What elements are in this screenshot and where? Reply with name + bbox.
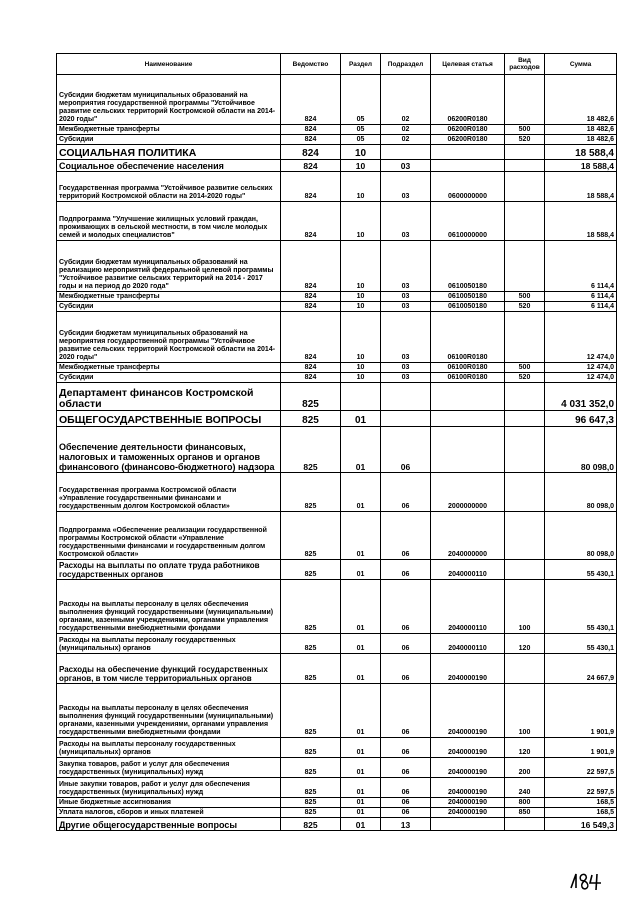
table-row xyxy=(57,798,617,808)
cell-ved: 824 xyxy=(281,302,341,312)
cell-vid: 800 xyxy=(505,798,545,808)
cell-vid: 200 xyxy=(505,758,545,778)
cell-name: Межбюджетные трансферты xyxy=(57,292,281,302)
cell-podrazdel xyxy=(381,411,431,427)
cell-razdel xyxy=(341,383,381,411)
cell-statya: 2040000000 xyxy=(431,512,505,560)
cell-statya: 2040000190 xyxy=(431,798,505,808)
cell-razdel: 10 xyxy=(341,202,381,241)
table-row xyxy=(57,373,617,383)
cell-razdel: 01 xyxy=(341,580,381,634)
cell-statya: 2040000190 xyxy=(431,758,505,778)
cell-ved: 825 xyxy=(281,560,341,580)
cell-vid: 500 xyxy=(505,125,545,135)
cell-name: Департамент финансов Костромской области xyxy=(57,383,281,411)
cell-vid xyxy=(505,145,545,160)
table-row xyxy=(57,160,617,172)
cell-name: Субсидии бюджетам муниципальных образований на мероприятия государственной программы "Устойчивое развитие сельских территорий Костромской области на 2014-2020 годы" xyxy=(57,75,281,125)
cell-statya: 0610050180 xyxy=(431,241,505,292)
cell-podrazdel: 03 xyxy=(381,172,431,202)
cell-summa: 18 482,6 xyxy=(545,125,617,135)
cell-ved: 825 xyxy=(281,473,341,512)
cell-razdel: 01 xyxy=(341,808,381,818)
cell-vid xyxy=(505,654,545,684)
cell-statya: 2040000190 xyxy=(431,808,505,818)
cell-ved: 824 xyxy=(281,172,341,202)
table-row xyxy=(57,383,617,411)
cell-name: Субсидии xyxy=(57,302,281,312)
cell-ved: 825 xyxy=(281,427,341,473)
cell-vid: 520 xyxy=(505,302,545,312)
cell-podrazdel: 06 xyxy=(381,473,431,512)
cell-podrazdel xyxy=(381,383,431,411)
cell-podrazdel: 03 xyxy=(381,160,431,172)
cell-name: Расходы на выплаты персоналу в целях обеспечения выполнения функций государственными (муниципальными) органами, казенными учреждениями, органами управления государственными внебюджетными фондами xyxy=(57,684,281,738)
table-row xyxy=(57,580,617,634)
cell-podrazdel: 03 xyxy=(381,302,431,312)
cell-ved: 824 xyxy=(281,312,341,363)
cell-ved: 825 xyxy=(281,634,341,654)
table-row xyxy=(57,411,617,427)
cell-razdel: 10 xyxy=(341,145,381,160)
cell-podrazdel: 06 xyxy=(381,738,431,758)
cell-name: Расходы на выплаты персоналу государственных (муниципальных) органов xyxy=(57,738,281,758)
cell-summa: 18 588,4 xyxy=(545,160,617,172)
cell-statya: 2040000110 xyxy=(431,580,505,634)
cell-podrazdel: 06 xyxy=(381,778,431,798)
header-name: Наименование xyxy=(57,54,281,75)
cell-summa: 22 597,5 xyxy=(545,778,617,798)
cell-razdel: 01 xyxy=(341,758,381,778)
cell-razdel: 10 xyxy=(341,172,381,202)
cell-statya: 2040000190 xyxy=(431,684,505,738)
cell-summa: 55 430,1 xyxy=(545,580,617,634)
cell-razdel: 10 xyxy=(341,292,381,302)
cell-summa: 55 430,1 xyxy=(545,560,617,580)
cell-ved: 824 xyxy=(281,363,341,373)
cell-razdel: 01 xyxy=(341,427,381,473)
cell-summa: 18 588,4 xyxy=(545,202,617,241)
cell-statya: 2040000110 xyxy=(431,634,505,654)
table-row xyxy=(57,241,617,292)
table-row xyxy=(57,738,617,758)
table-row xyxy=(57,125,617,135)
cell-statya: 2040000190 xyxy=(431,738,505,758)
cell-ved: 824 xyxy=(281,135,341,145)
cell-vid xyxy=(505,75,545,125)
cell-statya: 0610000000 xyxy=(431,202,505,241)
cell-podrazdel: 13 xyxy=(381,818,431,831)
cell-name: Межбюджетные трансферты xyxy=(57,125,281,135)
cell-name: Субсидии xyxy=(57,135,281,145)
cell-name: Государственная программа Костромской области «Управление государственными финансами и государственным долгом Костромской области» xyxy=(57,473,281,512)
cell-podrazdel: 02 xyxy=(381,135,431,145)
table-row xyxy=(57,758,617,778)
cell-vid: 500 xyxy=(505,363,545,373)
table-row xyxy=(57,135,617,145)
cell-razdel: 10 xyxy=(341,302,381,312)
cell-vid: 100 xyxy=(505,684,545,738)
budget-table xyxy=(56,53,617,831)
cell-podrazdel: 03 xyxy=(381,312,431,363)
cell-vid: 520 xyxy=(505,373,545,383)
table-row xyxy=(57,512,617,560)
cell-name: Иные бюджетные ассигнования xyxy=(57,798,281,808)
cell-podrazdel: 06 xyxy=(381,798,431,808)
cell-name: Расходы на выплаты персоналу государственных (муниципальных) органов xyxy=(57,634,281,654)
cell-name: Государственная программа "Устойчивое развитие сельских территорий Костромской области на 2014-2020 годы" xyxy=(57,172,281,202)
cell-vid: 520 xyxy=(505,135,545,145)
cell-vid: 120 xyxy=(505,634,545,654)
cell-name: Субсидии xyxy=(57,373,281,383)
table-row xyxy=(57,75,617,125)
cell-razdel: 10 xyxy=(341,312,381,363)
cell-summa: 4 031 352,0 xyxy=(545,383,617,411)
cell-ved: 824 xyxy=(281,292,341,302)
cell-summa: 18 482,6 xyxy=(545,75,617,125)
cell-podrazdel: 06 xyxy=(381,684,431,738)
cell-podrazdel: 03 xyxy=(381,202,431,241)
cell-name: Межбюджетные трансферты xyxy=(57,363,281,373)
header-ved: Ведомство xyxy=(281,54,341,75)
cell-podrazdel: 06 xyxy=(381,634,431,654)
table-row xyxy=(57,560,617,580)
table-row xyxy=(57,292,617,302)
table-row xyxy=(57,473,617,512)
cell-razdel: 05 xyxy=(341,125,381,135)
table-row xyxy=(57,312,617,363)
table-row xyxy=(57,684,617,738)
cell-vid: 120 xyxy=(505,738,545,758)
cell-ved: 825 xyxy=(281,512,341,560)
cell-summa: 80 098,0 xyxy=(545,427,617,473)
cell-statya: 2000000000 xyxy=(431,473,505,512)
cell-statya: 2040000190 xyxy=(431,778,505,798)
cell-summa: 6 114,4 xyxy=(545,302,617,312)
cell-summa: 18 588,4 xyxy=(545,172,617,202)
cell-razdel: 01 xyxy=(341,473,381,512)
cell-vid xyxy=(505,818,545,831)
table-row xyxy=(57,818,617,831)
cell-podrazdel: 06 xyxy=(381,808,431,818)
cell-summa: 12 474,0 xyxy=(545,373,617,383)
table-row xyxy=(57,302,617,312)
cell-podrazdel: 06 xyxy=(381,654,431,684)
cell-summa: 55 430,1 xyxy=(545,634,617,654)
cell-podrazdel: 06 xyxy=(381,427,431,473)
cell-statya: 06200R0180 xyxy=(431,135,505,145)
cell-razdel: 10 xyxy=(341,373,381,383)
cell-name: Иные закупки товаров, работ и услуг для обеспечения государственных (муниципальных) нужд xyxy=(57,778,281,798)
cell-vid xyxy=(505,383,545,411)
cell-name: Уплата налогов, сборов и иных платежей xyxy=(57,808,281,818)
cell-razdel: 01 xyxy=(341,738,381,758)
cell-vid xyxy=(505,411,545,427)
cell-name: Подпрограмма "Улучшение жилищных условий граждан, проживающих в сельской местности, в том числе молодых семей и молодых специалистов" xyxy=(57,202,281,241)
cell-statya xyxy=(431,427,505,473)
cell-podrazdel: 03 xyxy=(381,241,431,292)
cell-ved: 825 xyxy=(281,818,341,831)
cell-razdel: 10 xyxy=(341,363,381,373)
cell-podrazdel: 03 xyxy=(381,373,431,383)
header-razdel: Раздел xyxy=(341,54,381,75)
budget-table-sheet xyxy=(56,53,616,831)
cell-summa: 18 588,4 xyxy=(545,145,617,160)
cell-statya: 0610050180 xyxy=(431,292,505,302)
cell-summa: 168,5 xyxy=(545,798,617,808)
cell-razdel: 01 xyxy=(341,778,381,798)
cell-ved: 824 xyxy=(281,145,341,160)
cell-name: Закупка товаров, работ и услуг для обеспечения государственных (муниципальных) нужд xyxy=(57,758,281,778)
cell-ved: 824 xyxy=(281,75,341,125)
cell-vid xyxy=(505,473,545,512)
cell-ved: 825 xyxy=(281,808,341,818)
cell-summa: 12 474,0 xyxy=(545,363,617,373)
cell-razdel: 01 xyxy=(341,560,381,580)
table-row xyxy=(57,654,617,684)
cell-podrazdel xyxy=(381,145,431,160)
page-number-signature-icon xyxy=(568,870,606,892)
cell-vid: 100 xyxy=(505,580,545,634)
table-row xyxy=(57,634,617,654)
cell-summa: 1 901,9 xyxy=(545,684,617,738)
cell-ved: 825 xyxy=(281,411,341,427)
cell-vid xyxy=(505,312,545,363)
cell-statya xyxy=(431,383,505,411)
cell-statya xyxy=(431,818,505,831)
cell-ved: 824 xyxy=(281,125,341,135)
cell-podrazdel: 06 xyxy=(381,758,431,778)
table-row xyxy=(57,778,617,798)
cell-podrazdel: 02 xyxy=(381,75,431,125)
cell-razdel: 10 xyxy=(341,241,381,292)
cell-razdel: 01 xyxy=(341,634,381,654)
cell-vid xyxy=(505,202,545,241)
cell-vid: 850 xyxy=(505,808,545,818)
cell-summa: 1 901,9 xyxy=(545,738,617,758)
cell-summa: 18 482,6 xyxy=(545,135,617,145)
cell-razdel: 01 xyxy=(341,411,381,427)
cell-podrazdel: 06 xyxy=(381,580,431,634)
cell-summa: 80 098,0 xyxy=(545,473,617,512)
table-row xyxy=(57,808,617,818)
cell-summa: 12 474,0 xyxy=(545,312,617,363)
cell-razdel: 01 xyxy=(341,654,381,684)
cell-statya xyxy=(431,411,505,427)
cell-podrazdel: 03 xyxy=(381,292,431,302)
page-number-handwritten xyxy=(568,870,606,892)
cell-razdel: 01 xyxy=(341,512,381,560)
table-row xyxy=(57,363,617,373)
table-header-row xyxy=(57,54,617,75)
cell-ved: 825 xyxy=(281,684,341,738)
cell-ved: 824 xyxy=(281,373,341,383)
cell-ved: 825 xyxy=(281,580,341,634)
cell-statya: 06200R0180 xyxy=(431,125,505,135)
cell-summa: 24 667,9 xyxy=(545,654,617,684)
cell-ved: 824 xyxy=(281,241,341,292)
table-row xyxy=(57,172,617,202)
cell-razdel: 01 xyxy=(341,818,381,831)
cell-vid xyxy=(505,241,545,292)
cell-razdel: 05 xyxy=(341,135,381,145)
cell-vid xyxy=(505,160,545,172)
cell-name: Другие общегосударственные вопросы xyxy=(57,818,281,831)
cell-summa: 6 114,4 xyxy=(545,292,617,302)
cell-vid xyxy=(505,427,545,473)
cell-summa: 6 114,4 xyxy=(545,241,617,292)
cell-ved: 824 xyxy=(281,202,341,241)
cell-statya: 06100R0180 xyxy=(431,373,505,383)
cell-vid xyxy=(505,172,545,202)
cell-statya: 06100R0180 xyxy=(431,363,505,373)
cell-name: Подпрограмма «Обеспечение реализации государственной программы Костромской области «Управление государственными финансами и государственным долгом Костромской области» xyxy=(57,512,281,560)
cell-podrazdel: 02 xyxy=(381,125,431,135)
header-vid: Вид расходов xyxy=(505,54,545,75)
cell-summa: 80 098,0 xyxy=(545,512,617,560)
cell-statya: 2040000110 xyxy=(431,560,505,580)
cell-ved: 825 xyxy=(281,758,341,778)
cell-statya: 06200R0180 xyxy=(431,75,505,125)
cell-name: Обеспечение деятельности финансовых, налоговых и таможенных органов и органов финансового (финансово-бюджетного) надзора xyxy=(57,427,281,473)
cell-name: Субсидии бюджетам муниципальных образований на реализацию мероприятий федеральной целевой программы "Устойчивое развитие сельских территорий на 2014 - 2017 годы и на период до 2020 года" xyxy=(57,241,281,292)
cell-ved: 824 xyxy=(281,160,341,172)
table-row xyxy=(57,202,617,241)
cell-razdel: 01 xyxy=(341,798,381,808)
cell-summa: 22 597,5 xyxy=(545,758,617,778)
cell-statya: 06100R0180 xyxy=(431,312,505,363)
cell-ved: 825 xyxy=(281,738,341,758)
cell-statya: 2040000190 xyxy=(431,654,505,684)
header-summa: Сумма xyxy=(545,54,617,75)
cell-ved: 825 xyxy=(281,654,341,684)
cell-name: Расходы на обеспечение функций государственных органов, в том числе территориальных органов xyxy=(57,654,281,684)
cell-razdel: 01 xyxy=(341,684,381,738)
cell-vid xyxy=(505,560,545,580)
cell-statya xyxy=(431,160,505,172)
cell-vid: 500 xyxy=(505,292,545,302)
table-body xyxy=(57,75,617,831)
cell-summa: 168,5 xyxy=(545,808,617,818)
cell-ved: 825 xyxy=(281,778,341,798)
cell-summa: 16 549,3 xyxy=(545,818,617,831)
cell-statya: 0600000000 xyxy=(431,172,505,202)
cell-vid: 240 xyxy=(505,778,545,798)
cell-statya xyxy=(431,145,505,160)
cell-name: Расходы на выплаты персоналу в целях обеспечения выполнения функций государственными (муниципальными) органами, казенными учреждениями, органами управления государственными внебюджетными фондами xyxy=(57,580,281,634)
cell-name: СОЦИАЛЬНАЯ ПОЛИТИКА xyxy=(57,145,281,160)
cell-summa: 96 647,3 xyxy=(545,411,617,427)
cell-name: ОБЩЕГОСУДАРСТВЕННЫЕ ВОПРОСЫ xyxy=(57,411,281,427)
cell-ved: 825 xyxy=(281,383,341,411)
cell-podrazdel: 06 xyxy=(381,560,431,580)
cell-name: Субсидии бюджетам муниципальных образований на мероприятия государственной программы "Устойчивое развитие сельских территорий Костромской области на 2014-2020 годы" xyxy=(57,312,281,363)
cell-podrazdel: 06 xyxy=(381,512,431,560)
cell-vid xyxy=(505,512,545,560)
table-row xyxy=(57,145,617,160)
cell-name: Расходы на выплаты по оплате труда работников государственных органов xyxy=(57,560,281,580)
cell-statya: 0610050180 xyxy=(431,302,505,312)
cell-ved: 825 xyxy=(281,798,341,808)
cell-podrazdel: 03 xyxy=(381,363,431,373)
header-statya: Целевая статья xyxy=(431,54,505,75)
table-row xyxy=(57,427,617,473)
cell-razdel: 05 xyxy=(341,75,381,125)
cell-razdel: 10 xyxy=(341,160,381,172)
cell-name: Социальное обеспечение населения xyxy=(57,160,281,172)
header-podrazdel: Подраздел xyxy=(381,54,431,75)
